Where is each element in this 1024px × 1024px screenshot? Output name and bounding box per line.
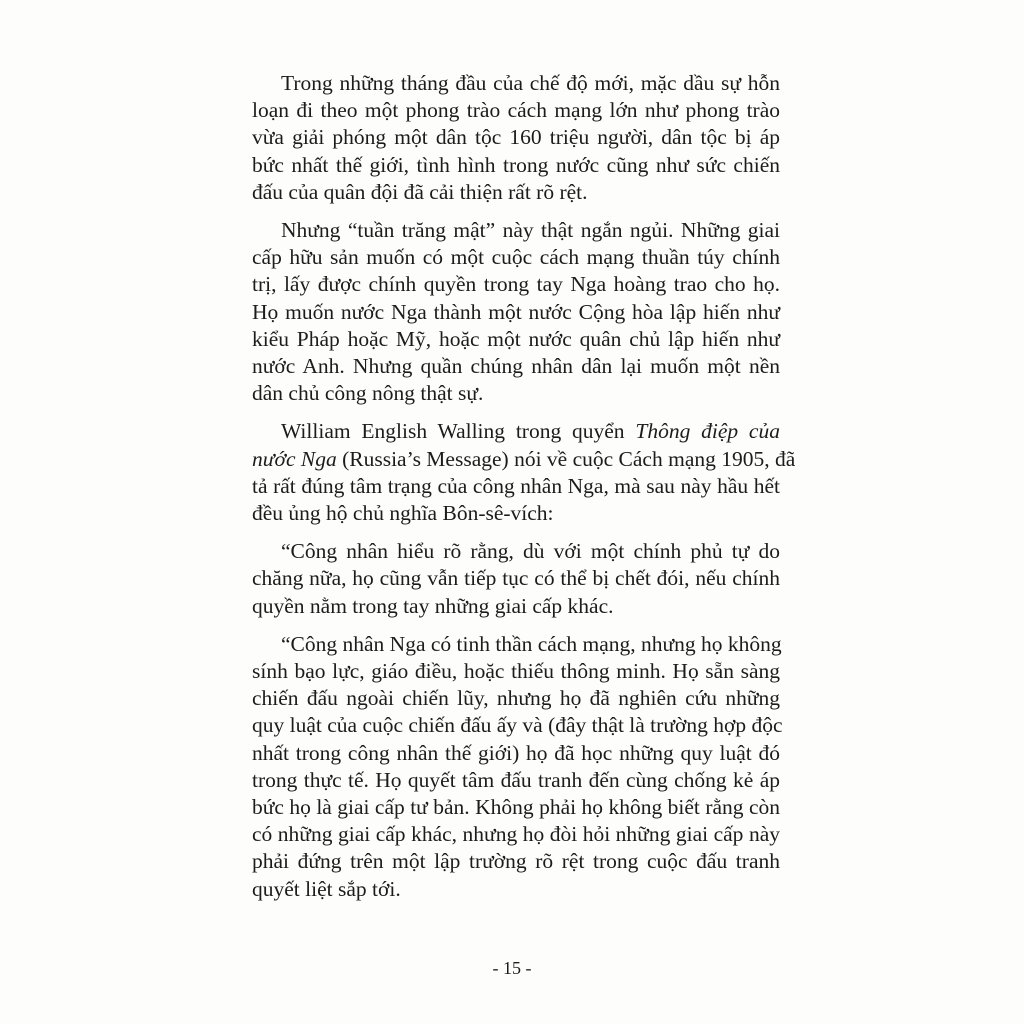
text-line: nước Anh. Nhưng quần chúng nhân dân lại muốn một nền: [252, 354, 780, 379]
text-line: quy luật của cuộc chiến đấu ấy và (đây thật là trường hợp độc: [252, 713, 783, 738]
paragraph-5-quote: [252, 631, 783, 903]
text-line: trị, lấy được chính quyền trong tay Nga hoàng trao cho họ.: [252, 272, 780, 297]
text-line: chiến đấu ngoài chiến lũy, nhưng họ đã nghiên cứu những: [252, 686, 780, 711]
text-line: bức nhất thế giới, tình hình trong nước cũng như sức chiến: [252, 152, 780, 177]
text-line: trong thực tế. Họ quyết tâm đấu tranh đến cùng chống kẻ áp: [252, 767, 780, 792]
text-run: William English Walling trong quyển: [281, 419, 636, 444]
text-line: Trong những tháng đầu của chế độ mới, mặc dầu sự hỗn: [281, 71, 780, 95]
text-line: “Công nhân hiểu rõ rằng, dù với một chính phủ tự do: [281, 539, 780, 564]
text-line: chăng nữa, họ cũng vẫn tiếp tục có thể bị chết đói, nếu chính: [252, 566, 780, 591]
text-line: tả rất đúng tâm trạng của công nhân Nga, mà sau này hầu hết: [252, 473, 780, 498]
text-line: quyết liệt sắp tới.: [252, 876, 401, 901]
text-line: phải đứng trên một lập trường rõ rệt trong cuộc đấu tranh: [252, 849, 780, 874]
text-line: [252, 418, 780, 445]
text-line: đấu của quân đội đã cải thiện rất rõ rệt.: [252, 179, 588, 204]
text-line: [252, 446, 796, 473]
text-line: bức họ là giai cấp tư bản. Không phải họ không biết rằng còn: [252, 795, 780, 820]
paragraph-2: [252, 217, 780, 407]
text-line: đều ủng hộ chủ nghĩa Bôn-sê-vích:: [252, 501, 554, 526]
text-line: nhất trong công nhân thế giới) họ đã học những quy luật đó: [252, 740, 780, 765]
text-run: (Russia’s Message) nói về cuộc Cách mạng 1905, đã: [336, 446, 796, 471]
text-line: dân chủ công nông thật sự.: [252, 381, 484, 406]
text-line: Nhưng “tuần trăng mật” này thật ngắn ngủi. Những giai: [281, 218, 780, 243]
text-line: cấp hữu sản muốn có một cuộc cách mạng thuần túy chính: [252, 245, 780, 270]
text-line: Họ muốn nước Nga thành một nước Cộng hòa lập hiến như: [252, 299, 780, 324]
text-line: “Công nhân Nga có tinh thần cách mạng, nhưng họ không: [281, 631, 782, 656]
text-line: quyền nằm trong tay những giai cấp khác.: [252, 593, 614, 618]
text-line: kiểu Pháp hoặc Mỹ, hoặc một nước quân chủ lập hiến như: [252, 326, 780, 351]
paragraph-4-quote: [252, 538, 780, 620]
paragraph-3: [252, 418, 796, 527]
body-text: [252, 70, 796, 914]
text-line: có những giai cấp khác, nhưng họ đòi hỏi những giai cấp này: [252, 822, 780, 847]
book-title: Thông điệp của: [635, 419, 780, 444]
book-title: nước Nga: [252, 446, 337, 471]
text-line: sính bạo lực, giáo điều, hoặc thiếu thông minh. Họ sẵn sàng: [252, 659, 780, 684]
text-line: loạn đi theo một phong trào cách mạng lớn như phong trào: [252, 98, 780, 123]
page-number: - 15 -: [492, 958, 532, 978]
paragraph-1: [252, 70, 780, 206]
text-line: vừa giải phóng một dân tộc 160 triệu người, dân tộc bị áp: [252, 125, 780, 150]
